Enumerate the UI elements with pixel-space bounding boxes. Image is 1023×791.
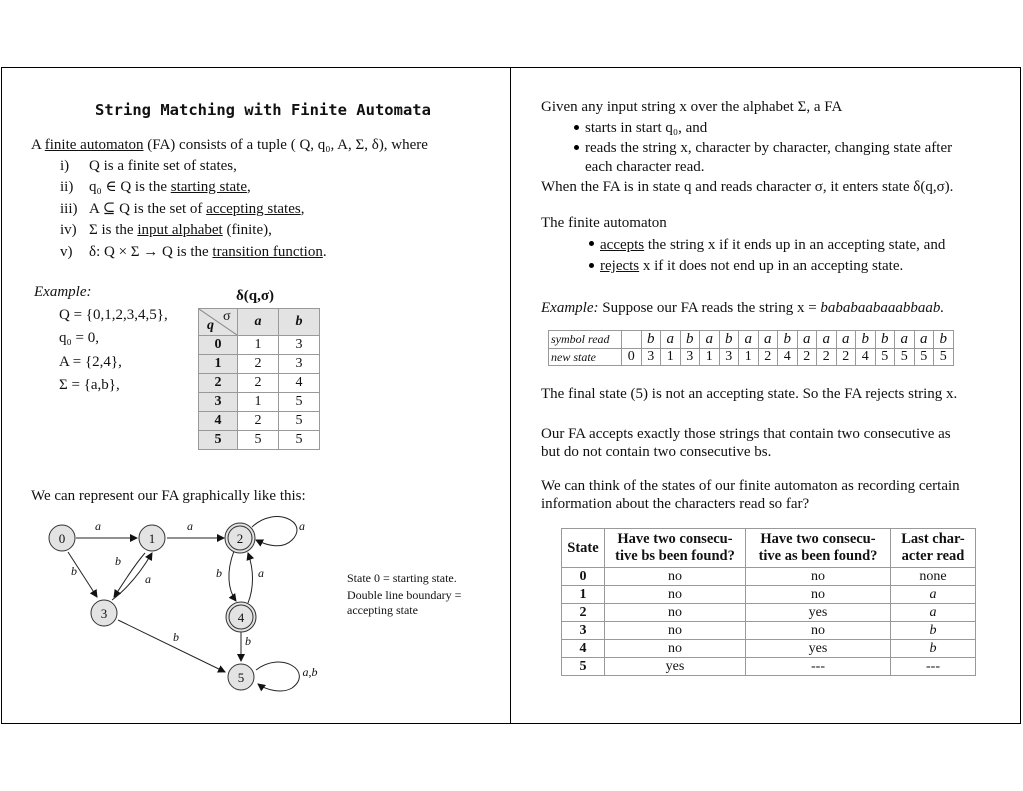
cell: b (875, 331, 895, 349)
cell: 2 (758, 349, 778, 366)
def-num: iii) (60, 201, 78, 217)
state-label: 1 (148, 531, 156, 546)
cell: 2 (562, 604, 605, 622)
bullet-icon (589, 263, 594, 268)
rejects-term: rejects (600, 258, 640, 274)
edge-label: a (258, 566, 264, 580)
edge-label: a (299, 519, 305, 533)
edge-label: a (145, 572, 151, 586)
intro-b: (FA) consists of a tuple ( Q, q₀, A, Σ, δ), where (143, 137, 428, 153)
cell: yes (746, 604, 891, 622)
right-para-4: The final state (5) is not an accepting state. So the FA rejects string x. (541, 386, 958, 402)
cell: a (797, 331, 817, 349)
cell: 1 (739, 349, 759, 366)
cell: 0 (562, 568, 605, 586)
cell: a (891, 586, 976, 604)
example-line: Q = {0,1,2,3,4,5}, (59, 307, 168, 323)
cell: 1 (238, 393, 279, 412)
def-post: . (322, 244, 327, 260)
right-para-2: When the FA is in state q and reads character σ, it enters state δ(q,σ). (541, 179, 954, 195)
page-title: String Matching with Finite Automata (95, 101, 431, 119)
bullet-icon (574, 145, 579, 150)
def-text: Q is a finite set of states, (89, 158, 237, 174)
bullet-text: starts in start q₀, and (585, 120, 708, 136)
edge-label: a (95, 519, 101, 533)
def-pre: Σ is the (89, 222, 138, 238)
table-row (562, 640, 976, 658)
col-header (605, 529, 746, 568)
example-string: bababaabaaabbaab. (820, 300, 945, 316)
graph-note: State 0 = starting state. (347, 571, 457, 585)
cell: a (739, 331, 759, 349)
example-line: A = {2,4}, (59, 354, 122, 370)
def-post: (finite), (222, 222, 272, 238)
row-state: 0 (199, 336, 238, 355)
state-label: 4 (237, 610, 245, 625)
state-label: 0 (58, 531, 66, 546)
def-term: accepting states (206, 201, 301, 217)
state-label: 3 (100, 606, 108, 621)
table-header-row (562, 529, 976, 568)
cell: yes (746, 640, 891, 658)
header-line: tive bs been found? (615, 548, 735, 564)
accepts-rest: the string x if it ends up in an accepting state, and (644, 237, 946, 253)
table-row (562, 622, 976, 640)
edge-4-2 (248, 553, 253, 603)
cell: a (661, 331, 681, 349)
row-state: 3 (199, 393, 238, 412)
cell: 3 (279, 336, 320, 355)
cell: 4 (778, 349, 798, 366)
def-post: , (300, 201, 305, 217)
graph-note: accepting state (347, 603, 418, 617)
cell: b (934, 331, 954, 349)
cell: 5 (934, 349, 954, 366)
cell: 3 (680, 349, 700, 366)
header-line: Last char- (901, 531, 965, 547)
header-line: acter read (901, 548, 965, 564)
cell: 2 (817, 349, 837, 366)
cell: b (719, 331, 739, 349)
cell: no (605, 640, 746, 658)
cell: no (605, 622, 746, 640)
example-text: Suppose our FA reads the string x = (598, 300, 821, 316)
edge-label: a,b (302, 665, 318, 679)
cell: no (605, 604, 746, 622)
cell: 5 (875, 349, 895, 366)
cell: 4 (562, 640, 605, 658)
cell: 2 (238, 355, 279, 374)
bullet-icon (574, 125, 579, 130)
state-label: 5 (237, 670, 245, 685)
cell: a (817, 331, 837, 349)
cell: b (856, 331, 876, 349)
cell: --- (891, 658, 976, 676)
right-para-6b: information about the characters read so far? (541, 496, 810, 512)
cell: b (641, 331, 661, 349)
header-line: Have two consecu- (617, 531, 733, 547)
edge-label: b (115, 554, 121, 568)
cell: 4 (279, 374, 320, 393)
row-label: new state (549, 349, 622, 366)
cell: a (836, 331, 856, 349)
cell: 5 (562, 658, 605, 676)
cell: b (891, 640, 976, 658)
cell: 5 (895, 349, 915, 366)
right-para-1: Given any input string x over the alphabet Σ, a FA (541, 99, 843, 115)
table-row (562, 604, 976, 622)
cell: 4 (856, 349, 876, 366)
edge-2-4 (229, 551, 236, 601)
cell: a (700, 331, 720, 349)
edge-label: b (71, 564, 77, 578)
graph-note: Double line boundary = (347, 588, 462, 602)
row-state: 1 (199, 355, 238, 374)
def-num: iv) (60, 222, 77, 238)
cell: --- (746, 658, 891, 676)
cell: 3 (641, 349, 661, 366)
bullet-text (600, 236, 945, 254)
cell: 3 (719, 349, 739, 366)
state-row (549, 349, 954, 366)
cell: 2 (238, 374, 279, 393)
cell: 5 (279, 393, 320, 412)
right-para-6a: We can think of the states of our finite automaton as recording certain (541, 478, 960, 494)
table-row (562, 658, 976, 676)
edge-label: b (173, 630, 179, 644)
col-header (746, 529, 891, 568)
def-num: ii) (60, 179, 74, 195)
edge-2-2 (252, 517, 297, 546)
cell: 5 (914, 349, 934, 366)
header-line: Have two consecu- (760, 531, 876, 547)
def-pre: A ⊆ Q is the set of (89, 201, 207, 217)
cell: a (891, 604, 976, 622)
cell: no (746, 568, 891, 586)
cell (622, 331, 642, 349)
cell: 2 (797, 349, 817, 366)
edge-3-5 (118, 620, 225, 672)
def-pre: q₀ ∈ Q is the (89, 179, 171, 195)
col-header (891, 529, 976, 568)
example-label: Example: (34, 284, 92, 300)
cell: 1 (562, 586, 605, 604)
symbol-row (549, 331, 954, 349)
cell: 2 (238, 412, 279, 431)
edge-label: b (216, 566, 222, 580)
def-num: i) (60, 158, 70, 174)
cell: 1 (700, 349, 720, 366)
row-label: symbol read (549, 331, 622, 349)
column-divider (510, 67, 511, 724)
right-para-3: The finite automaton (541, 215, 667, 231)
cell: 1 (238, 336, 279, 355)
header-line: tive as been found? (758, 548, 878, 564)
cell: a (758, 331, 778, 349)
cell: yes (605, 658, 746, 676)
state-meaning-table (561, 528, 976, 676)
state-label: 2 (236, 531, 244, 546)
rejects-rest: x if it does not end up in an accepting state. (639, 258, 904, 274)
cell: 3 (279, 355, 320, 374)
example-line: Σ = {a,b}, (59, 377, 120, 393)
cell: 3 (562, 622, 605, 640)
cell: b (891, 622, 976, 640)
intro-term: finite automaton (44, 137, 144, 153)
cell: 5 (279, 431, 320, 450)
edge-5-5 (256, 662, 299, 691)
corner-sigma: σ (223, 309, 231, 324)
def-term: input alphabet (137, 222, 223, 238)
accepts-term: accepts (600, 237, 645, 253)
right-para-5a: Our FA accepts exactly those strings that contain two consecutive as (541, 426, 951, 442)
cell: no (605, 586, 746, 604)
cell: a (914, 331, 934, 349)
def-num: v) (60, 244, 73, 260)
right-example (541, 299, 944, 317)
bullet-text: reads the string x, character by character, changing state after (585, 140, 953, 156)
cell: b (680, 331, 700, 349)
cell: 0 (622, 349, 642, 366)
edge-label: b (245, 634, 251, 648)
col-header: State (562, 529, 605, 568)
example-line: q₀ = 0, (59, 330, 99, 346)
col-header: b (279, 309, 320, 336)
corner-q: q (207, 318, 214, 333)
right-para-5b: but do not contain two consecutive bs. (541, 444, 772, 460)
graph-caption: We can represent our FA graphically like this: (31, 488, 306, 504)
bullet-icon (589, 241, 594, 246)
row-state: 5 (199, 431, 238, 450)
table-row (562, 586, 976, 604)
trace-table (548, 330, 954, 366)
def-term: transition function (212, 244, 323, 260)
cell: 5 (238, 431, 279, 450)
cell: 1 (661, 349, 681, 366)
cell: 5 (279, 412, 320, 431)
fa-diagram (0, 0, 510, 720)
bullet-text (600, 257, 903, 275)
cell: 2 (836, 349, 856, 366)
cell: no (746, 586, 891, 604)
delta-title: δ(q,σ) (236, 288, 275, 304)
cell: b (778, 331, 798, 349)
def-term: starting state (170, 179, 247, 195)
cell: none (891, 568, 976, 586)
intro-a: A (31, 137, 45, 153)
row-state: 4 (199, 412, 238, 431)
cell: a (895, 331, 915, 349)
col-header: a (238, 309, 279, 336)
def-pre: δ: Q × Σ → Q is the (89, 244, 213, 260)
table-row (562, 568, 976, 586)
example-label: Example: (541, 300, 599, 316)
edge-label: a (187, 519, 193, 533)
cell: no (746, 622, 891, 640)
def-post: , (246, 179, 251, 195)
bullet-text: each character read. (585, 159, 705, 175)
cell: no (605, 568, 746, 586)
row-state: 2 (199, 374, 238, 393)
